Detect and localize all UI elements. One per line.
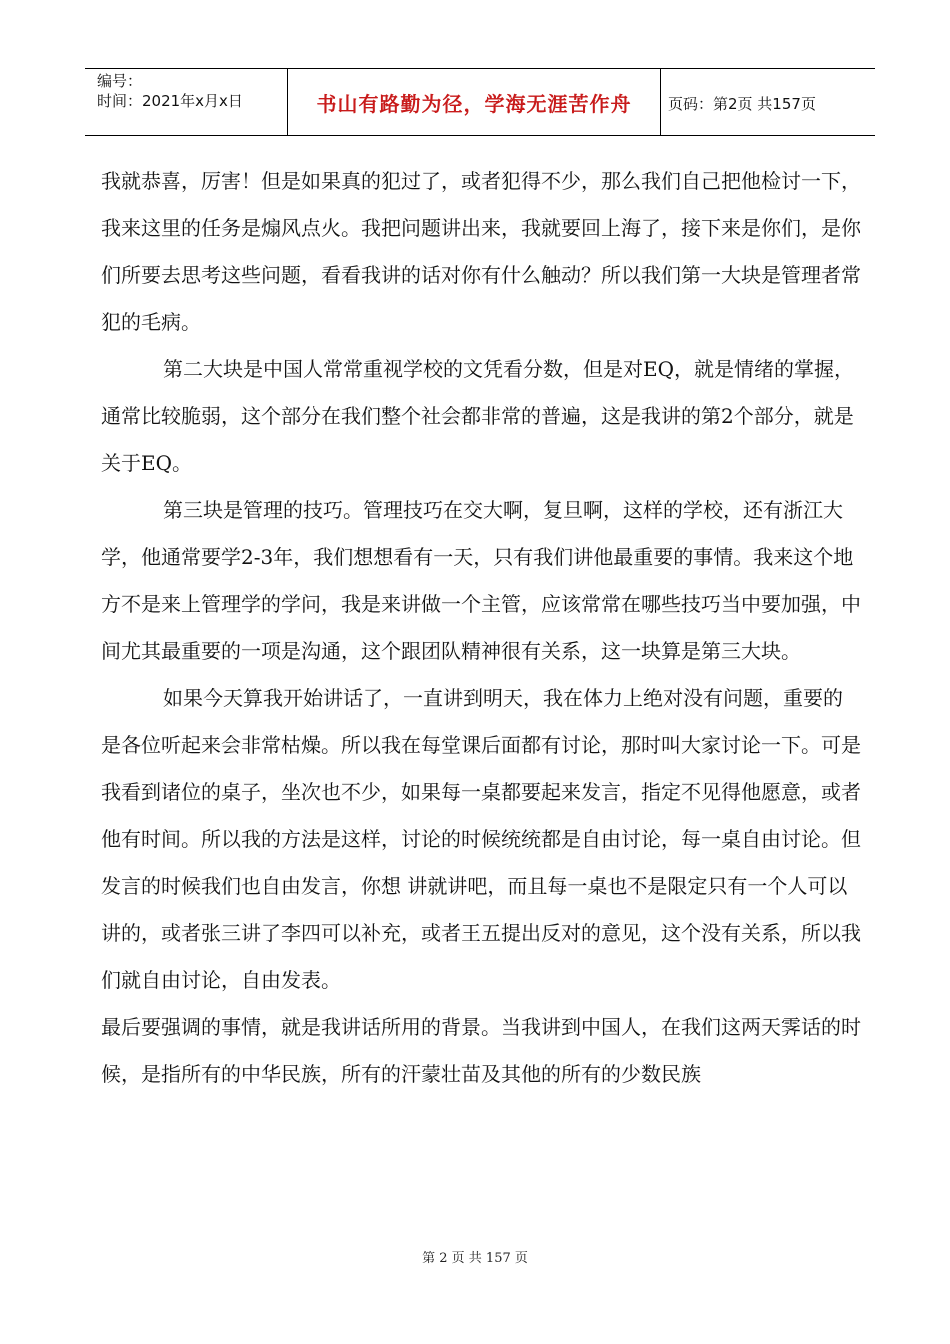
page-footer: 第 2 页 共 157 页: [422, 1251, 528, 1266]
header-page-label: 页码：第2页 共157页: [668, 95, 816, 113]
paragraph-3: 第三块是管理的技巧。管理技巧在交大啊，复旦啊，这样的学校，还有浙江大学，他通常要学2-3年，我们想想看有一天，只有我们讲他最重要的事情。我来这个地方不是来上管理学的学问，我是来讲做一个主管，应该常常在哪些技巧当中要加强，中间尤其最重要的一项是沟通，这个跟团队精神很有关系，这一块算是第三大块。: [101, 498, 861, 663]
header-divider-right: [660, 68, 661, 136]
paragraph-1: 我就恭喜，厉害！但是如果真的犯过了，或者犯得不少，那么我们自己把他检讨一下，我来这里的任务是煽风点火。我把问题讲出来，我就要回上海了，接下来是你们，是你们所要去思考这些问题，看看我讲的话对你有什么触动？所以我们第一大块是管理者常犯的毛病。: [101, 169, 861, 334]
header-top-rule: [85, 68, 875, 69]
header-motto: 书山有路勤为径，学海无涯苦作舟: [316, 92, 632, 116]
document-body: [101, 158, 861, 1098]
paragraph-5: 最后要强调的事情，就是我讲话所用的背景。当我讲到中国人，在我们这两天霁话的时候，是指所有的中华民族，所有的汗蒙壮苗及其他的所有的少数民族: [101, 1015, 861, 1086]
header-time-label: 时间：2021年x月x日: [97, 92, 243, 110]
paragraph-2: 第二大块是中国人常常重视学校的文凭看分数，但是对EQ，就是情绪的掌握，通常比较脆弱，这个部分在我们整个社会都非常的普遍，这是我讲的第2个部分，就是关于EQ。: [101, 357, 854, 475]
page-header: [85, 68, 875, 136]
header-meta: [97, 71, 243, 111]
paragraph-4: 如果今天算我开始讲话了，一直讲到明天，我在体力上绝对没有问题，重要的是各位听起来会非常枯燥。所以我在每堂课后面都有讨论，那时叫大家讨论一下。可是我看到诸位的桌子，坐次也不少，如果每一桌都要起来发言，指定不见得他愿意，或者他有时间。所以我的方法是这样，讨论的时候统统都是自由讨论，每一桌自由讨论。但发言的时候我们也自由发言，你想 讲就讲吧，而且每一桌也不是限定只有一个人可以讲的，或者张三讲了李四可以补充，或者王五提出反对的意见，这个没有关系，所以我们就自由讨论，自由发表。: [101, 686, 861, 992]
header-number-label: 编号：: [97, 72, 143, 90]
header-bottom-rule: [85, 135, 875, 136]
